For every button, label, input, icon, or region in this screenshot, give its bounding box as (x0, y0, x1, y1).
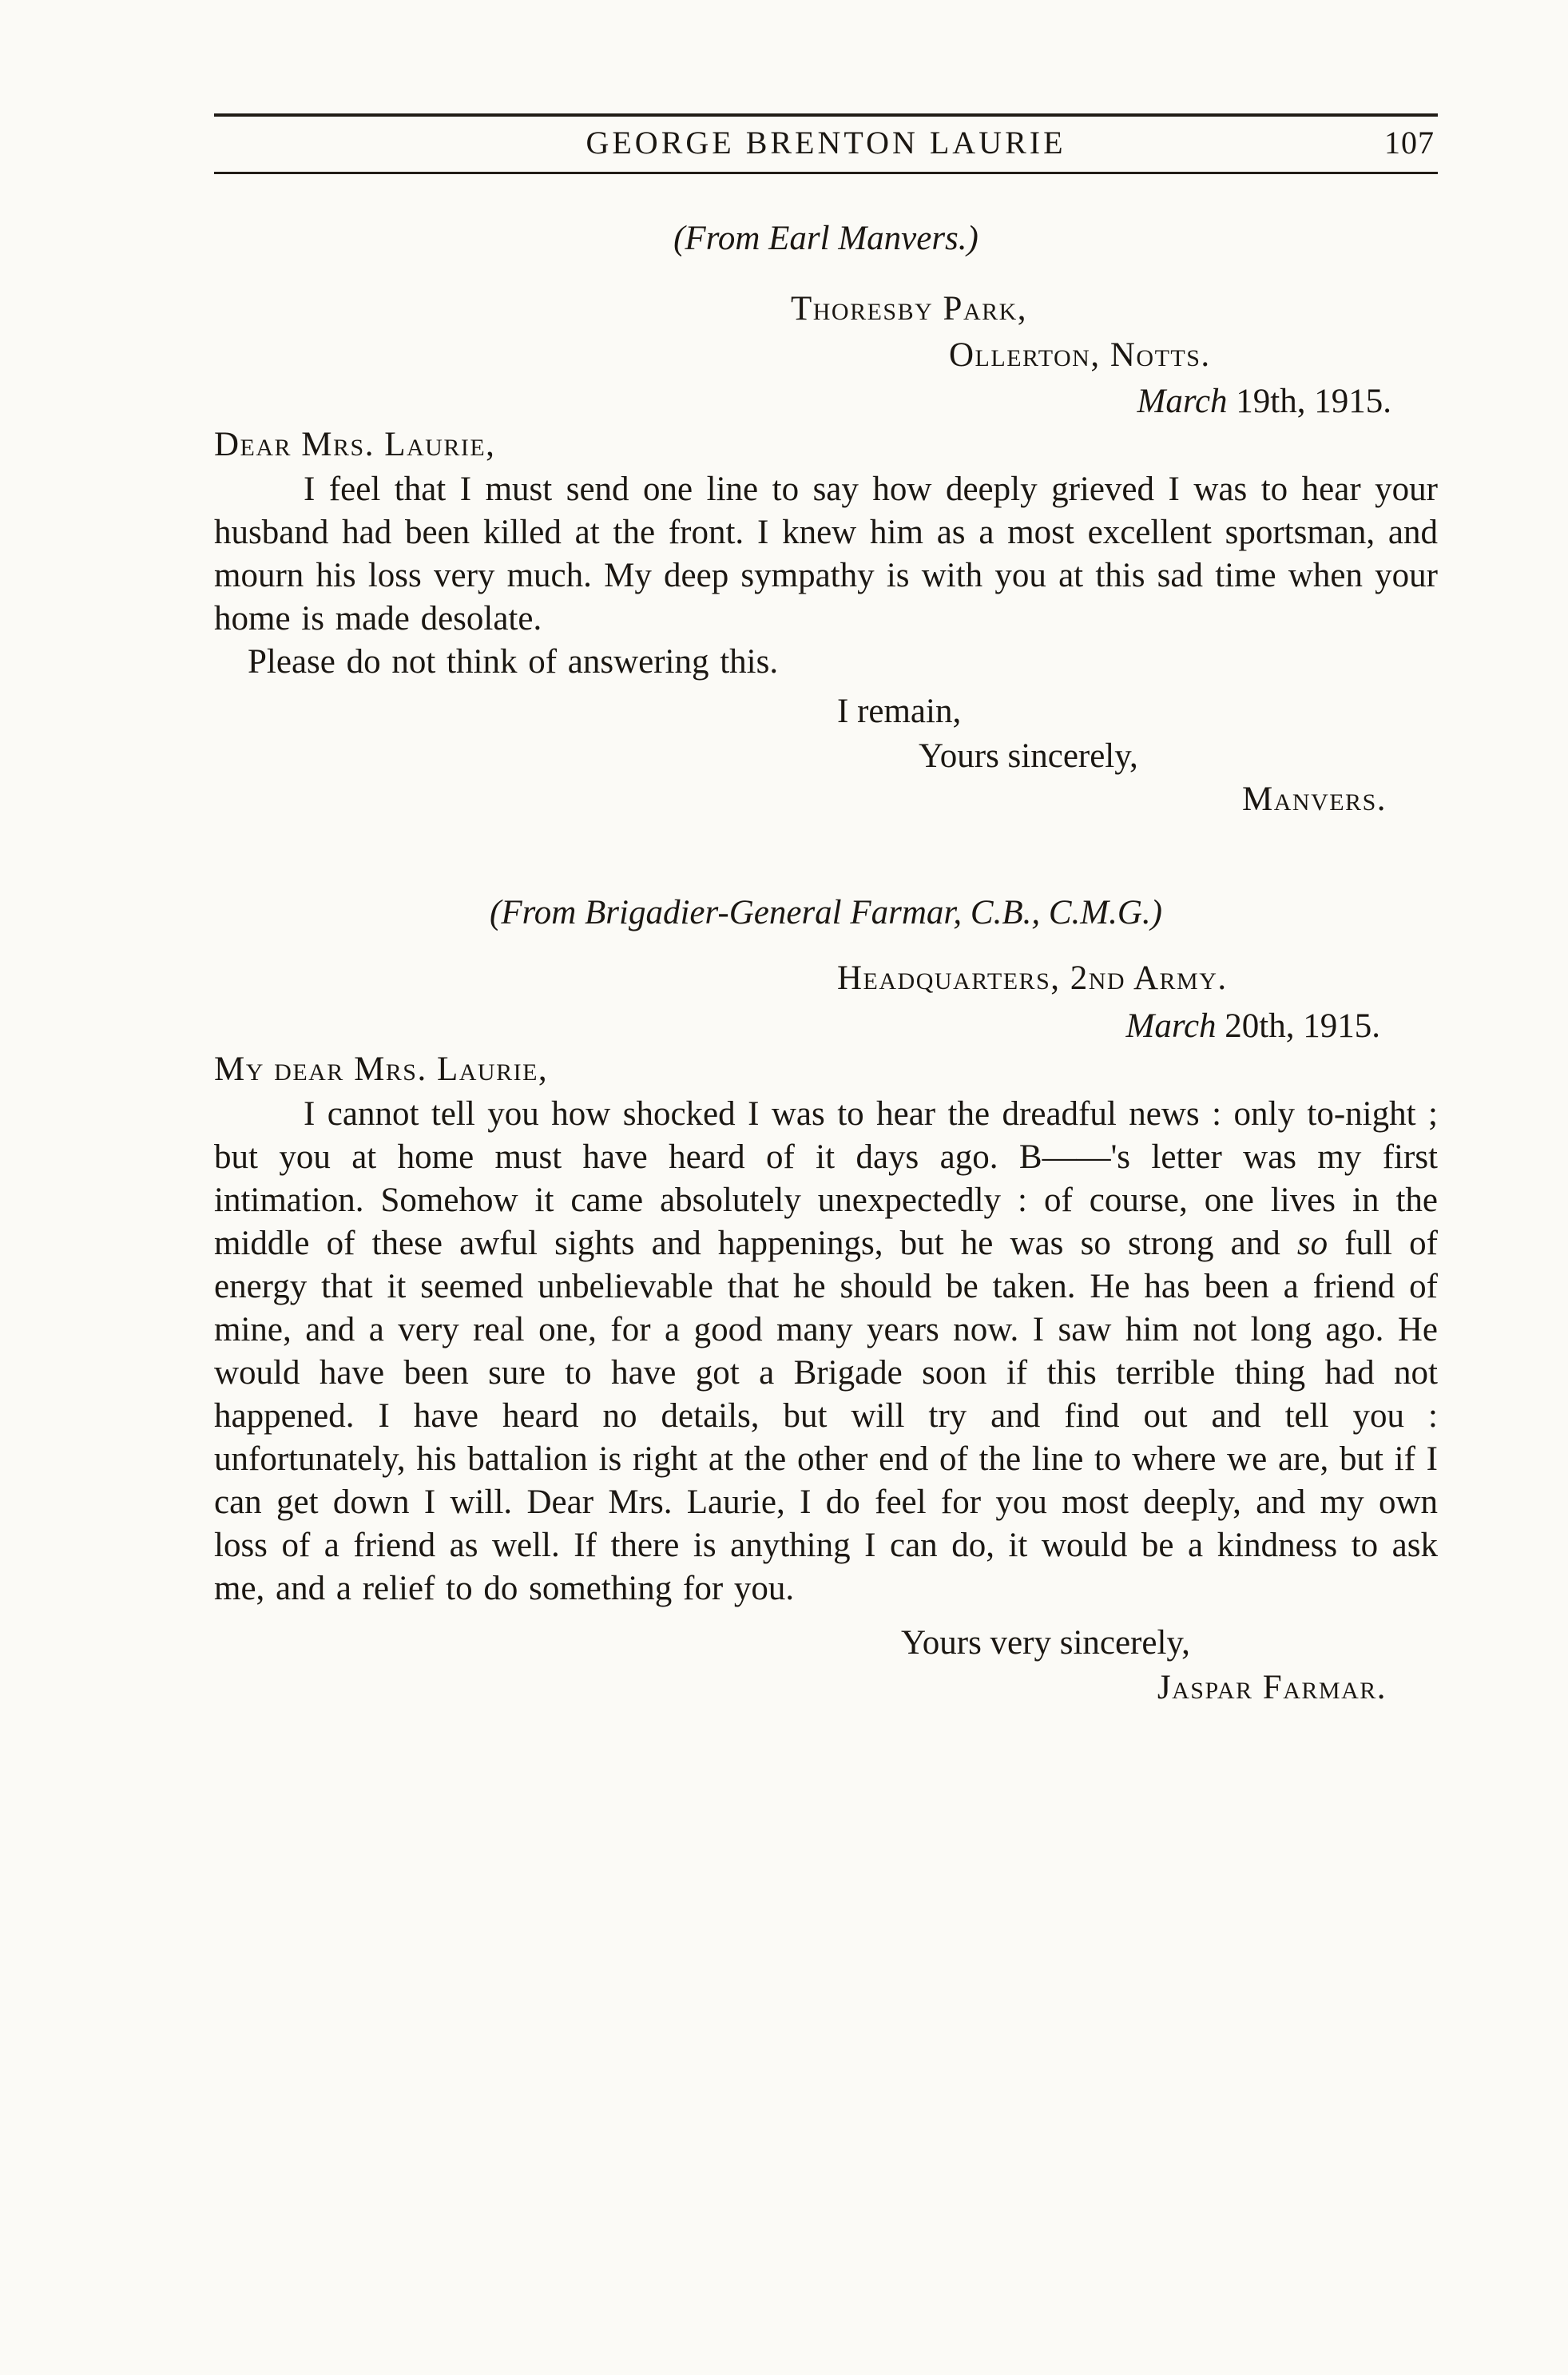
text-block (214, 113, 1438, 1710)
letter-attribution: (From Earl Manvers.) (673, 220, 979, 257)
letter-salutation: Dear Mrs. Laurie, (214, 426, 496, 463)
address-line: Ollerton, Notts. (949, 336, 1211, 374)
body-text: I cannot tell you how shocked I was to hear the dreadful news : only to-night ; but you at home must have heard of it days ago. B——'s letter was my first intimation. Somehow it came absolutely unexpectedly : of course, one lives in the middle of these awful sights and happenings, but he was so strong and (214, 1095, 1438, 1262)
date-month: March (1137, 383, 1228, 420)
letter-signature: Jaspar Farmar. (1157, 1669, 1387, 1706)
closing-line: Yours very sincerely, (901, 1624, 1190, 1662)
page-number: 107 (1384, 125, 1435, 161)
page-header (214, 113, 1438, 174)
body-text: full of energy that it seemed unbelievable that he should be taken. He has been a friend of mine, and a very real one, for a good many years now. I saw him not long ago. He would have been sure to have got a Brigade soon if this terrible thing had not happened. I have heard no details, but will try and find out and tell you : unfortunately, his battalion is right at the other end of the line to where we are, but if I can get down I will. Dear Mrs. Laurie, I do feel for you most deeply, and my own loss of a friend as well. If there is anything I can do, it would be a kindness to ask me, and a relief to do something for you. (214, 1225, 1438, 1607)
running-title: GEORGE BRENTON LAURIE (586, 125, 1066, 161)
letter-manvers (214, 217, 1438, 821)
letter-signature: Manvers. (1242, 780, 1387, 818)
letter-body-paragraph: Please do not think of answering this. (248, 643, 779, 681)
letter-date (214, 380, 1438, 423)
emphasized-word: so (1296, 1225, 1328, 1262)
letter-date (214, 1005, 1438, 1048)
letter-salutation: My dear Mrs. Laurie, (214, 1050, 549, 1088)
address-line: Headquarters, 2nd Army. (837, 959, 1228, 997)
address-line: Thoresby Park, (791, 290, 1028, 328)
closing-line: I remain, (837, 693, 962, 730)
date-rest: 20th, 1915. (1216, 1007, 1380, 1045)
letter-attribution: (From Brigadier-General Farmar, C.B., C.M.G.) (490, 894, 1162, 931)
letter-body-paragraph: I feel that I must send one line to say how deeply grieved I was to hear your husband had been killed at the front. I knew him as a most excellent sportsman, and mourn his loss very much. My deep sympathy is with you at this sad time when your home is made desolate. (214, 471, 1438, 637)
letter-body-paragraph (214, 1093, 1438, 1610)
date-rest: 19th, 1915. (1227, 383, 1391, 420)
letter-farmar (214, 892, 1438, 1710)
date-month: March (1125, 1007, 1217, 1045)
closing-line: Yours sincerely, (919, 737, 1138, 775)
